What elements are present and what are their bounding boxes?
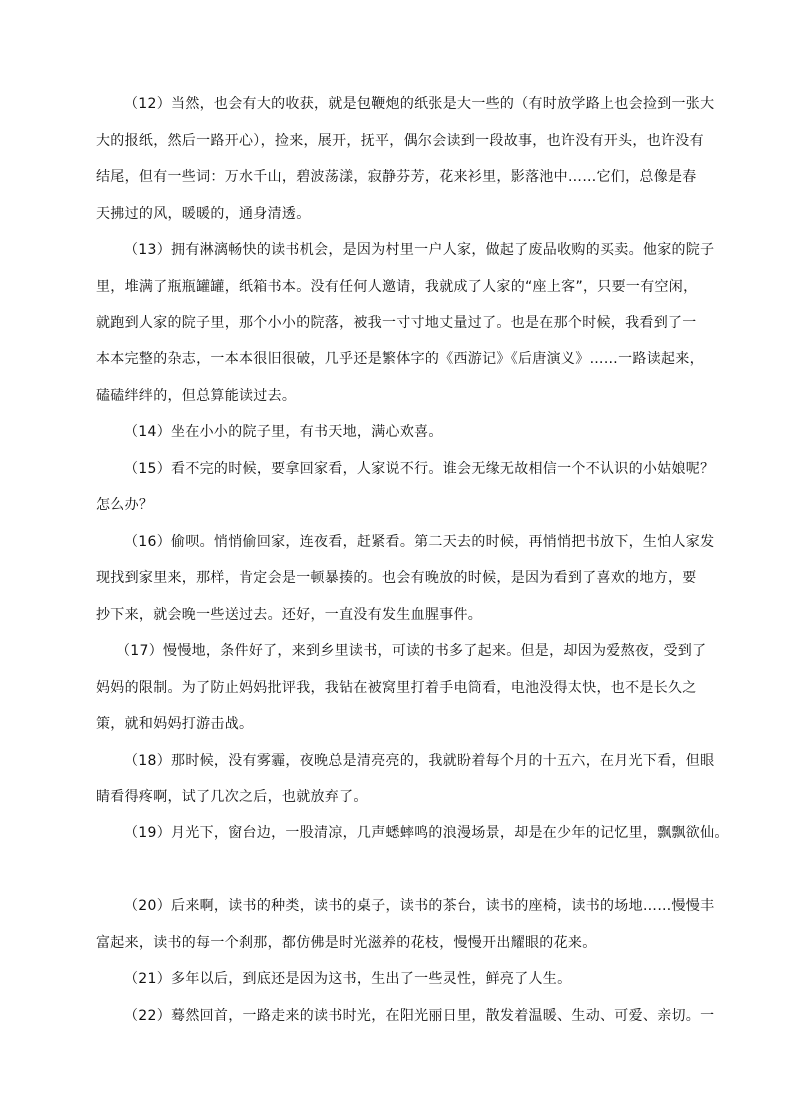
paragraph-18-line-2: 睛看得疼啊，试了几次之后，也就放弃了。 — [96, 789, 368, 805]
paragraph-20-line-1: （20）后来啊，读书的种类，读书的桌子，读书的茶台，读书的座椅，读书的场地……慢慢丰 — [124, 898, 715, 914]
paragraph-13-line-5: 磕磕绊绊的，但总算能读过去。 — [96, 388, 297, 404]
paragraph-16-line-1: （16）偷呗。悄悄偷回家，连夜看，赶紧看。第二天去的时候，再悄悄把书放下，生怕人家发 — [124, 534, 715, 550]
paragraph-16-line-2: 现找到家里来，那样，肯定会是一顿暴揍的。也会有晚放的时候，是因为看到了喜欢的地方，要 — [96, 570, 697, 586]
paragraph-16-line-3: 抄下来，就会晚一些送过去。还好，一直没有发生血腥事件。 — [96, 607, 483, 623]
paragraph-13-line-3: 就跑到人家的院子里，那个小小的院落，被我一寸寸地丈量过了。也是在那个时候，我看到了一 — [96, 315, 697, 331]
paragraph-17-line-1: （17）慢慢地，条件好了，来到乡里读书，可读的书多了起来。但是，却因为爱熬夜，受到了 — [116, 643, 707, 659]
paragraph-19-line-1: （19）月光下，窗台边，一股清凉，几声蟋蟀鸣的浪漫场景，却是在少年的记忆里，飘飘欲仙。 — [124, 825, 729, 841]
paragraph-13-line-4: 本本完整的杂志，一本本很旧很破，几乎还是繁体字的《西游记》《后唐演义》……一路读起来， — [96, 351, 704, 367]
paragraph-12-line-1: （12）当然，也会有大的收获，就是包鞭炮的纸张是大一些的（有时放学路上也会捡到一张大 — [124, 96, 715, 112]
paragraph-22-line-1: （22）蓦然回首，一路走来的读书时光，在阳光丽日里，散发着温暖、生动、可爱、亲切。一 — [124, 1008, 715, 1024]
paragraph-15-line-1: （15）看不完的时候，要拿回家看，人家说不行。谁会无缘无故相信一个不认识的小姑娘呢？ — [124, 461, 715, 477]
paragraph-12-line-2: 大的报纸，然后一路开心），捡来，展开，抚平，偶尔会读到一段故事，也许没有开头，也许没有 — [96, 133, 704, 149]
paragraph-14-line-1: （14）坐在小小的院子里，有书天地，满心欢喜。 — [124, 424, 443, 440]
paragraph-13-line-2: 里，堆满了瓶瓶罐罐，纸箱书本。没有任何人邀请，我就成了人家的“座上客”，只要一有空闲， — [96, 279, 698, 295]
paragraph-17-line-2: 妈妈的限制。为了防止妈妈批评我，我钻在被窝里打着手电筒看，电池没得太快，也不是长久之 — [96, 680, 697, 696]
paragraph-21-line-1: （21）多年以后，到底还是因为这书，生出了一些灵性，鲜亮了人生。 — [124, 971, 572, 987]
paragraph-17-line-3: 策，就和妈妈打游击战。 — [96, 716, 254, 732]
paragraph-12-line-3: 结尾，但有一些词：万水千山，碧波荡漾，寂静芬芳，花来衫里，影落池中……它们，总像是春 — [96, 169, 697, 185]
paragraph-20-line-2: 富起来，读书的每一个刹那，都仿佛是时光滋养的花枝，慢慢开出耀眼的花来。 — [96, 935, 597, 951]
paragraph-15-line-2: 怎么办？ — [96, 497, 154, 513]
paragraph-12-line-4: 天拂过的风，暖暖的，通身清透。 — [96, 206, 311, 222]
paragraph-18-line-1: （18）那时候，没有雾霾，夜晚总是清亮亮的，我就盼着每个月的十五六，在月光下看，但眼 — [124, 753, 715, 769]
paragraph-13-line-1: （13）拥有淋漓畅快的读书机会，是因为村里一户人家，做起了废品收购的买卖。他家的院子 — [124, 242, 715, 258]
